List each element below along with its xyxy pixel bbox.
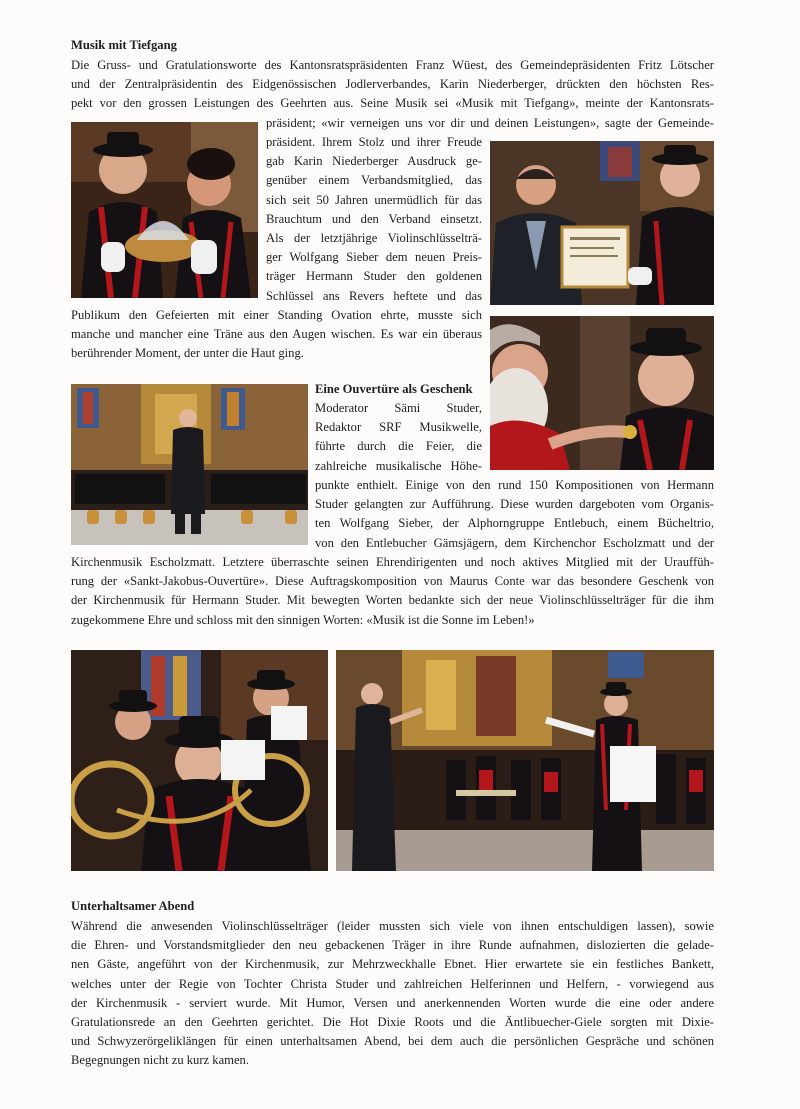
photo-certificate bbox=[490, 141, 714, 305]
text-line: welches unter der Regie von Tochter Christa Studer und zahlreichen Helferinnen und Helfern, - vorwiegend aus bbox=[71, 976, 714, 991]
text-line: Studer gelangten zur Aufführung. Diese wurden dargeboten vom Organis- bbox=[315, 497, 714, 512]
text-line: präsident; «wir verneigen uns vor dir und deinen Leistungen», sagte der Gemeinde- bbox=[266, 116, 714, 130]
text-line: sich seit 50 Jahren unermüdlich für das bbox=[266, 192, 482, 207]
text-line: punkte enthielt. Einige von den rund 150 Kompositionen von Hermann bbox=[315, 478, 714, 492]
text-line: von den Entlebucher Gämsjägern, dem Kirchenchor Escholzmatt und der bbox=[315, 535, 714, 550]
text-line: führte durch die Feier, die bbox=[315, 439, 482, 454]
paragraph-column bbox=[266, 114, 714, 133]
text-line: träger Hermann Studer den goldenen bbox=[266, 269, 482, 284]
text-line: berührender Moment, der unter die Haut ging. bbox=[71, 346, 304, 361]
photo-pinning-key bbox=[490, 316, 714, 470]
paragraph-tail bbox=[71, 306, 482, 364]
text-line: und Schwyzerörgeliklängen für einen unterhaltsamen Abend, bei dem auch die persönlichen Gespräche und schönen bbox=[71, 1034, 714, 1049]
text-line: ger Wolfgang Sieber dem neuen Preis- bbox=[266, 250, 482, 265]
text-line: pekt vor den grossen Leistungen des Geehrten aus. Seine Musik sei «Musik mit Tiefgang», meinte der Kantonsrats- bbox=[71, 96, 714, 111]
photo-bread-gift bbox=[71, 122, 258, 298]
text-line: präsident. Ihrem Stolz und ihrer Freude bbox=[266, 135, 482, 149]
paragraph-ouvertuere-narrow bbox=[315, 399, 482, 476]
heading-musik-mit-tiefgang: Musik mit Tiefgang bbox=[71, 38, 177, 52]
photo-church-moderator bbox=[71, 384, 308, 545]
text-line: die Ehren- und Vorstandsmitglieder den neu gebackenen Träger in ihre Runde aufnahmen, dislozierten die gelade- bbox=[71, 938, 714, 953]
text-line: der Kirchenmusik - serviert wurde. Mit Humor, Versen und anerkennenden Worten wurde die eine oder andere bbox=[71, 995, 714, 1010]
text-line: Gratulationsrede an den Geehrten gerichtet. Die Hot Dixie Roots und die Äntlibuecher-Giele sorgten mit Dixie- bbox=[71, 1015, 714, 1030]
text-line: Publikum den Gefeierten mit einer Standing Ovation ehrte, musste sich bbox=[71, 308, 482, 322]
heading-unterhaltsamer-abend: Unterhaltsamer Abend bbox=[71, 899, 195, 913]
paragraph-abend bbox=[71, 917, 714, 1071]
text-line: rung der «Sankt-Jakobus-Ouvertüre». Diese Auftragskomposition von Maurus Conte war das besondere Geschenk von bbox=[71, 574, 714, 589]
text-line: Die Gruss- und Gratulationsworte des Kantonsratspräsidenten Franz Wüest, des Gemeindepräsidenten Fritz Lötscher bbox=[71, 58, 714, 72]
text-line: Brauchtum und den Verband einsetzt. bbox=[266, 211, 482, 226]
text-line: nen Gäste, angeführt von der Kirchenmusik, zur Mehrzweckhalle Ebnet. Hier erwartete sie ein festliches Bankett, bbox=[71, 957, 714, 972]
text-line: Als der letztjährige Violinschlüsselträ- bbox=[266, 231, 482, 246]
text-line: genüber einem Verbandsmitglied, das bbox=[266, 173, 482, 188]
text-line: manche und mancher eine Träne aus den Augen wischen. Es war ein überaus bbox=[71, 327, 482, 342]
text-line: und der Zentralpräsidentin des Eidgenössischen Jodlerverbandes, Karin Niederberger, drückten den höchsten Res- bbox=[71, 77, 714, 92]
paragraph-ouvertuere-wide bbox=[315, 476, 714, 553]
photo-horn-players bbox=[71, 650, 328, 871]
text-line: zugekommene Ehre und schloss mit den sinnigen Worten: «Musik ist die Sonne im Leben!» bbox=[71, 612, 535, 627]
text-line: gab Karin Niederberger Ausdruck ge- bbox=[266, 154, 482, 169]
text-line: Begegnungen nicht zu kurz kamen. bbox=[71, 1053, 250, 1068]
paragraph-intro bbox=[71, 56, 714, 114]
heading-eine-ouvertuere: Eine Ouvertüre als Geschenk bbox=[315, 382, 473, 396]
paragraph-column-narrow bbox=[266, 133, 482, 306]
text-line: zahlreiche musikalische Höhe- bbox=[315, 458, 482, 473]
photo-kirchenmusik-concert bbox=[336, 650, 714, 871]
text-line: Schlüssel ans Revers heftete und das bbox=[266, 288, 482, 303]
text-line: Während die anwesenden Violinschlüsselträger (leider mussten sich viele von ihnen entschuldigen lassen), sowie bbox=[71, 919, 714, 933]
text-line: Redaktor SRF Musikwelle, bbox=[315, 420, 482, 435]
text-line: der Kirchenmusik für Hermann Studer. Mit bewegten Worten bedankte sich der neue Violinschlüsselträger für die ihm bbox=[71, 593, 714, 608]
text-line: ten Wolfgang Sieber, der Alphorngruppe Entlebuch, einem Bücheltrio, bbox=[315, 516, 714, 531]
text-line: Moderator Sämi Studer, bbox=[315, 401, 482, 415]
paragraph-ouvertuere-full bbox=[71, 553, 714, 630]
text-line: Kirchenmusik Escholzmatt. Letztere überraschte seinen Ehrendirigenten und noch aktives Mitglied mit der Urauffüh- bbox=[71, 555, 714, 569]
